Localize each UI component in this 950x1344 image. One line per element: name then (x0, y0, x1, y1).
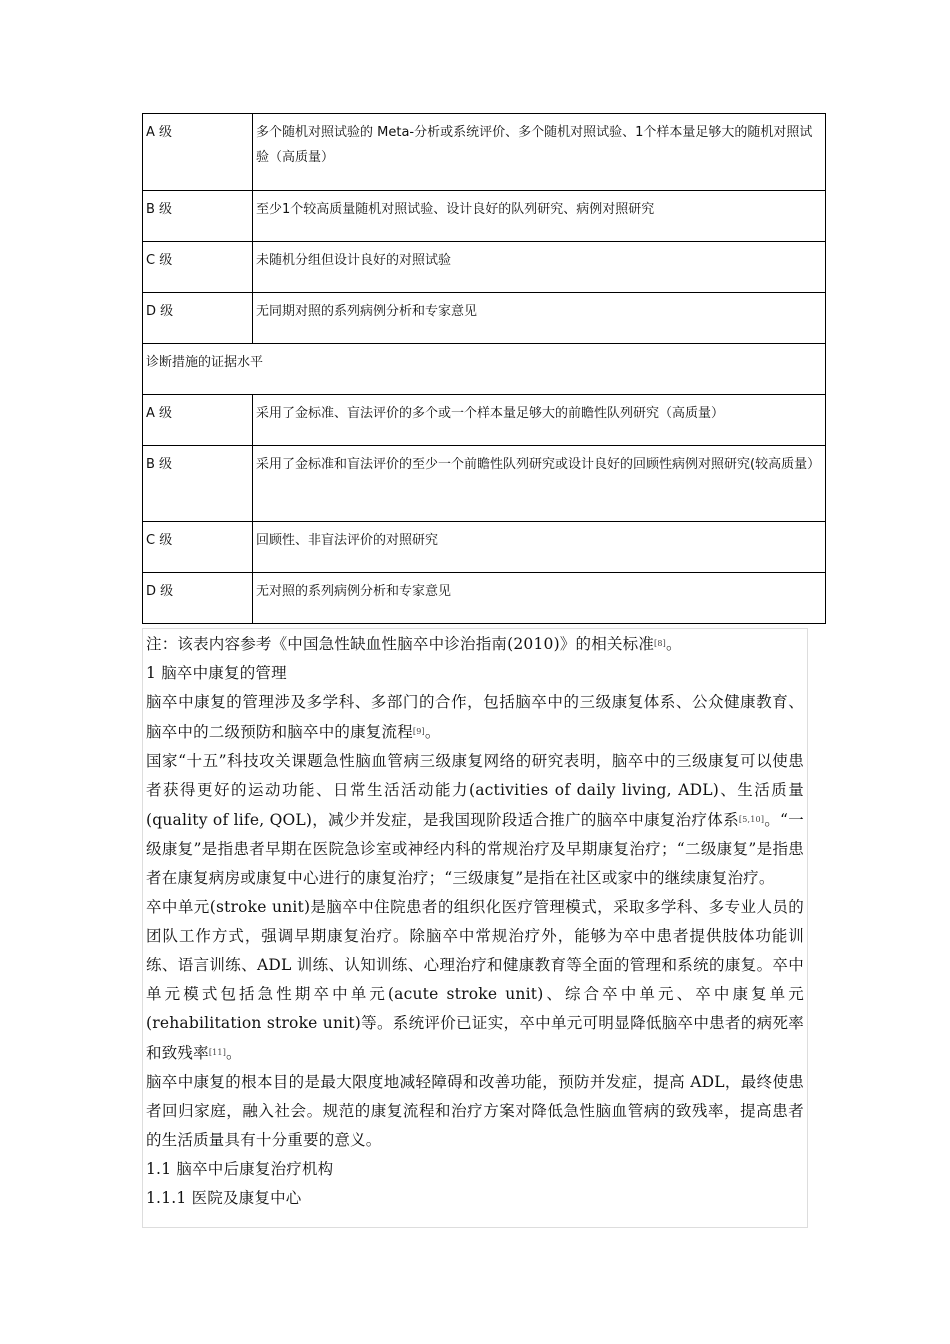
table-row (143, 114, 826, 191)
level-cell: C 级 (143, 522, 253, 573)
description-cell: 采用了金标准和盲法评价的至少一个前瞻性队列研究或设计良好的回顾性病例对照研究(较高质量） (253, 446, 826, 522)
level-cell: C 级 (143, 242, 253, 293)
table-row (143, 395, 826, 446)
description-cell: 多个随机对照试验的 Meta-分析或系统评价、多个随机对照试验、1个样本量足够大的随机对照试验（高质量） (253, 114, 826, 191)
paragraph: 脑卒中康复的管理涉及多学科、多部门的合作，包括脑卒中的三级康复体系、公众健康教育、脑卒中的二级预防和脑卒中的康复流程[9]。 (146, 693, 804, 741)
description-cell: 无同期对照的系列病例分析和专家意见 (253, 293, 826, 344)
citation-ref: [5,10] (738, 815, 765, 824)
level-cell: A 级 (143, 395, 253, 446)
level-cell: B 级 (143, 446, 253, 522)
paragraph: 脑卒中康复的根本目的是最大限度地减轻障碍和改善功能，预防并发症，提高 ADL，最终使患者回归家庭，融入社会。规范的康复流程和治疗方案对降低急性脑血管病的致残率，提高患者的生活质量具有十分重要的意义。 (146, 1073, 804, 1149)
section-heading-1: 1 脑卒中康复的管理 (146, 664, 287, 682)
table-note: 注：该表内容参考《中国急性缺血性脑卒中诊治指南(2010)》的相关标准[8]。 (146, 635, 682, 653)
table-row (143, 573, 826, 624)
table-row (143, 446, 826, 522)
table-row (143, 191, 826, 242)
citation-ref: [11] (208, 1048, 227, 1057)
description-cell: 至少1个较高质量随机对照试验、设计良好的队列研究、病例对照研究 (253, 191, 826, 242)
level-cell: D 级 (143, 293, 253, 344)
body-text-block (142, 628, 808, 1228)
paragraph: 卒中单元(stroke unit)是脑卒中住院患者的组织化医疗管理模式，采取多学科、多专业人员的团队工作方式，强调早期康复治疗。除脑卒中常规治疗外，能够为卒中患者提供肢体功能训练、语言训练、ADL 训练、认知训练、心理治疗和健康教育等全面的管理和系统的康复。卒中单元模式包括急性期卒中单元(acute stroke unit)、综合卒中单元、卒中康复单元(rehabilitation stroke unit)等。系统评价已证实，卒中单元可明显降低脑卒中患者的病死率和致残率[11]。 (146, 898, 804, 1062)
level-cell: D 级 (143, 573, 253, 624)
evidence-level-table (142, 113, 826, 624)
level-cell: B 级 (143, 191, 253, 242)
section-heading-1-1: 1.1 脑卒中后康复治疗机构 (146, 1160, 334, 1178)
table-row (143, 293, 826, 344)
description-cell: 回顾性、非盲法评价的对照研究 (253, 522, 826, 573)
paragraph: 国家“十五”科技攻关课题急性脑血管病三级康复网络的研究表明，脑卒中的三级康复可以使患者获得更好的运动功能、日常生活活动能力(activities of daily living, ADL)、生活质量(quality of life, QOL)，减少并发症，是我国现阶段适合推广的脑卒中康复治疗体系[5,10]。“一级康复”是指患者早期在医院急诊室或神经内科的常规治疗及早期康复治疗；“二级康复”是指患者在康复病房或康复中心进行的康复治疗；“三级康复”是指在社区或家中的继续康复治疗。 (146, 752, 804, 887)
table-section-header-row (143, 344, 826, 395)
citation-ref: [9] (412, 727, 425, 736)
description-cell: 未随机分组但设计良好的对照试验 (253, 242, 826, 293)
description-cell: 采用了金标准、盲法评价的多个或一个样本量足够大的前瞻性队列研究（高质量） (253, 395, 826, 446)
section-header-cell: 诊断措施的证据水平 (143, 344, 826, 395)
table-row (143, 522, 826, 573)
table-row (143, 242, 826, 293)
level-cell: A 级 (143, 114, 253, 191)
section-heading-1-1-1: 1.1.1 医院及康复中心 (146, 1189, 302, 1207)
citation-ref: [8] (654, 639, 666, 648)
description-cell: 无对照的系列病例分析和专家意见 (253, 573, 826, 624)
